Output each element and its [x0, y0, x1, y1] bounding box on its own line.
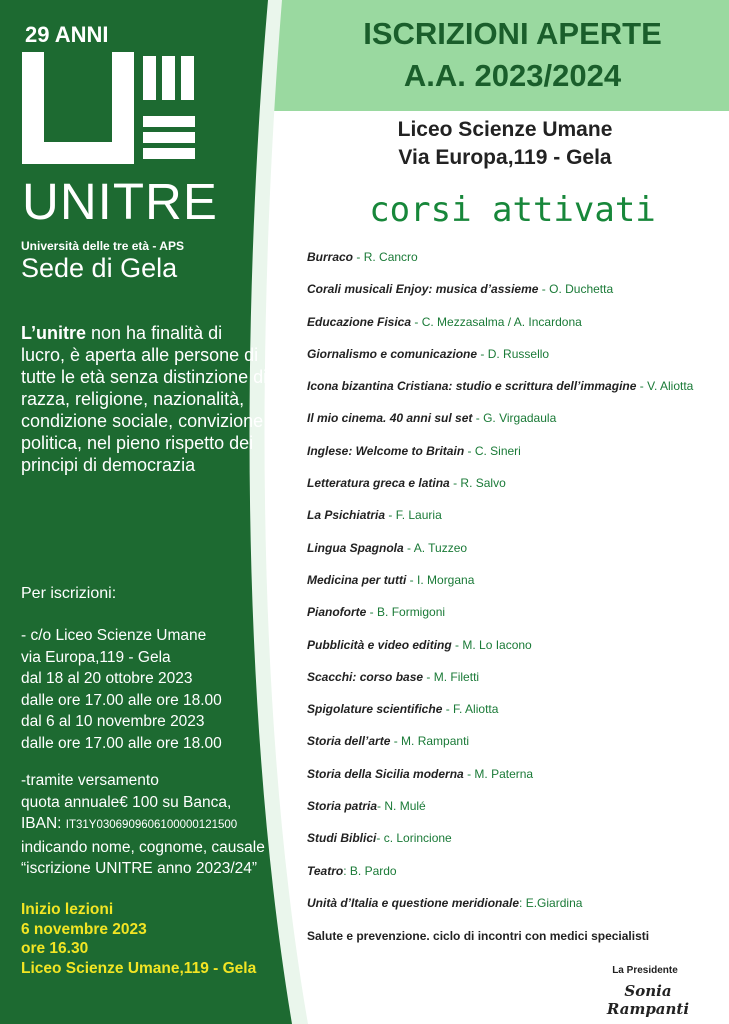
pay-line: “iscrizione UNITRE anno 2023/24”: [21, 860, 258, 877]
course-teacher: c. Lorincione: [383, 831, 452, 846]
sede-line: - c/o Liceo Scienze Umane: [21, 627, 207, 644]
course-teacher: E.Giardina: [525, 895, 583, 910]
course-teacher: R. Salvo: [460, 476, 506, 491]
course-separator: -: [451, 637, 463, 652]
course-teacher: M. Filetti: [433, 669, 480, 684]
course-separator: -: [464, 443, 475, 458]
course-separator: -: [403, 540, 414, 555]
course-separator: -: [377, 799, 385, 814]
course-separator: :: [343, 863, 350, 878]
course-item: [307, 541, 727, 573]
course-name: Pianoforte: [307, 605, 367, 620]
presidente-signature: Sonia Rampanti: [606, 982, 690, 1018]
course-item: [307, 799, 727, 831]
inizio-line: ore 16.30: [21, 940, 89, 957]
course-teacher: D. Russello: [487, 346, 550, 361]
course-teacher: B. Pardo: [349, 863, 397, 878]
course-item: [307, 282, 727, 314]
course-name: Storia della Sicilia moderna: [307, 766, 464, 781]
mission-statement: [21, 322, 271, 476]
course-teacher: A. Tuzzeo: [413, 540, 468, 555]
course-separator: -: [463, 766, 475, 781]
course-separator: -: [472, 411, 484, 426]
course-name: Teatro: [307, 863, 344, 878]
sede-line: dal 18 al 20 ottobre 2023: [21, 670, 193, 687]
header-title-line2: A.A. 2023/2024: [403, 58, 622, 93]
course-item: [307, 638, 727, 670]
course-item: [307, 573, 727, 605]
course-separator: -: [449, 476, 461, 491]
course-teacher: I. Morgana: [417, 572, 475, 587]
course-list: [307, 250, 727, 928]
sede-line: dal 6 al 10 novembre 2023: [21, 713, 205, 730]
inizio-line: Inizio lezioni: [21, 901, 114, 918]
anniversary-label: 29 ANNI: [25, 22, 109, 47]
course-item: [307, 379, 727, 411]
course-teacher: O. Duchetta: [549, 282, 614, 297]
sede-line: via Europa,119 - Gela: [21, 648, 171, 666]
course-name: Giornalismo e comunicazione: [307, 346, 478, 361]
course-teacher: B. Formigoni: [377, 605, 446, 620]
iban-label: IBAN:: [21, 815, 66, 832]
corsi-title: corsi attivati: [369, 190, 656, 230]
course-item: [307, 444, 727, 476]
course-name: Pubblicità e video editing: [307, 637, 452, 652]
pay-line: quota annuale€ 100 su Banca,: [21, 793, 232, 811]
course-separator: -: [477, 346, 488, 361]
course-teacher: M. Rampanti: [401, 734, 470, 749]
course-teacher: M. Paterna: [474, 766, 534, 781]
pay-line: -tramite versamento: [21, 772, 159, 789]
course-name: Burraco: [307, 250, 354, 264]
course-teacher: R. Cancro: [363, 250, 418, 264]
course-item: [307, 896, 727, 928]
sede-line: dalle ore 17.00 alle ore 18.00: [21, 734, 222, 752]
course-item: [307, 411, 727, 443]
course-name: Scacchi: corso base: [307, 669, 424, 684]
course-separator: -: [385, 508, 396, 523]
iscrizioni-title: Per iscrizioni:: [21, 585, 117, 602]
course-item: [307, 767, 727, 799]
course-name: Medicina per tutti: [307, 572, 407, 587]
sede-title: Sede di Gela: [21, 253, 178, 283]
presidente-title: La Presidente: [612, 965, 678, 976]
course-item: [307, 734, 727, 766]
course-name: Storia patria: [307, 799, 378, 814]
course-teacher: M. Lo Iacono: [462, 637, 532, 652]
course-separator: -: [366, 605, 378, 620]
course-item: [307, 476, 727, 508]
venue-block: [330, 116, 680, 172]
course-teacher: C. Sineri: [474, 443, 521, 458]
course-name: Spigolature scientifiche: [307, 702, 443, 717]
course-item: [307, 347, 727, 379]
course-separator: -: [376, 831, 384, 846]
course-name: Icona bizantina Cristiana: studio e scrittura dell’immagine: [307, 379, 637, 394]
course-separator: :: [519, 895, 526, 910]
mission-text: non ha finalità di lucro, è aperta alle persone di tutte le età senza distinzione di razza, religione, nazionalità, condizione sociale, convizione politica, nel pieno rispetto dei principi di democrazia: [21, 323, 268, 475]
course-separator: -: [406, 572, 418, 587]
course-item: [307, 315, 727, 347]
payment-block: [21, 770, 276, 880]
course-name: Storia dell’arte: [307, 734, 391, 749]
course-separator: -: [538, 282, 550, 297]
course-item: [307, 864, 727, 896]
iban-line: [21, 813, 276, 837]
course-name: La Psichiatria: [307, 508, 386, 523]
course-name: Lingua Spagnola: [307, 540, 404, 555]
course-name: Letteratura greca e latina: [307, 476, 450, 491]
course-teacher: F. Aliotta: [453, 702, 499, 717]
venue-line1: Liceo Scienze Umane: [397, 118, 613, 141]
iban-code: IT31Y0306909606100000121500: [65, 819, 238, 831]
course-name: Educazione Fisica: [307, 314, 412, 329]
course-separator: -: [442, 702, 454, 717]
course-item: [307, 250, 727, 282]
course-item: [307, 702, 727, 734]
venue-line2: Via Europa,119 - Gela: [398, 146, 612, 169]
brand-name: UNITRE: [22, 173, 218, 230]
course-name: Unità d’Italia e questione meridionale: [307, 895, 520, 910]
pay-line: indicando nome, cognome, causale: [21, 838, 265, 856]
course-item: [307, 831, 727, 863]
course-separator: -: [411, 314, 422, 329]
course-name: Il mio cinema. 40 anni sul set: [307, 411, 473, 426]
inizio-lezioni-block: [21, 900, 256, 978]
unitre-logo-mark: [22, 52, 202, 170]
course-separator: -: [636, 379, 648, 394]
course-separator: -: [423, 669, 434, 684]
salute-note: Salute e prevenzione. ciclo di incontri con medici specialisti: [307, 929, 650, 943]
course-teacher: N. Mulé: [384, 799, 426, 814]
course-teacher: V. Aliotta: [647, 379, 694, 394]
course-separator: -: [390, 734, 402, 749]
university-subtitle: Università delle tre età - APS: [21, 239, 184, 253]
iscrizioni-sede-block: [21, 625, 276, 754]
inizio-line: Liceo Scienze Umane,119 - Gela: [21, 959, 257, 977]
mission-bold: L’unitre: [21, 323, 87, 343]
course-item: [307, 605, 727, 637]
course-teacher: F. Lauria: [395, 508, 442, 523]
course-separator: -: [353, 250, 364, 264]
course-teacher: C. Mezzasalma / A. Incardona: [421, 314, 582, 329]
course-item: [307, 508, 727, 540]
sede-line: dalle ore 17.00 alle ore 18.00: [21, 691, 222, 709]
course-item: [307, 670, 727, 702]
header-title-line1: ISCRIZIONI APERTE: [363, 16, 662, 51]
course-name: Corali musicali Enjoy: musica d’assieme: [307, 282, 539, 297]
course-name: Studi Biblici: [307, 831, 377, 846]
course-name: Inglese: Welcome to Britain: [307, 443, 465, 458]
inizio-line: 6 novembre 2023: [21, 920, 147, 938]
course-teacher: G. Virgadaula: [483, 411, 557, 426]
